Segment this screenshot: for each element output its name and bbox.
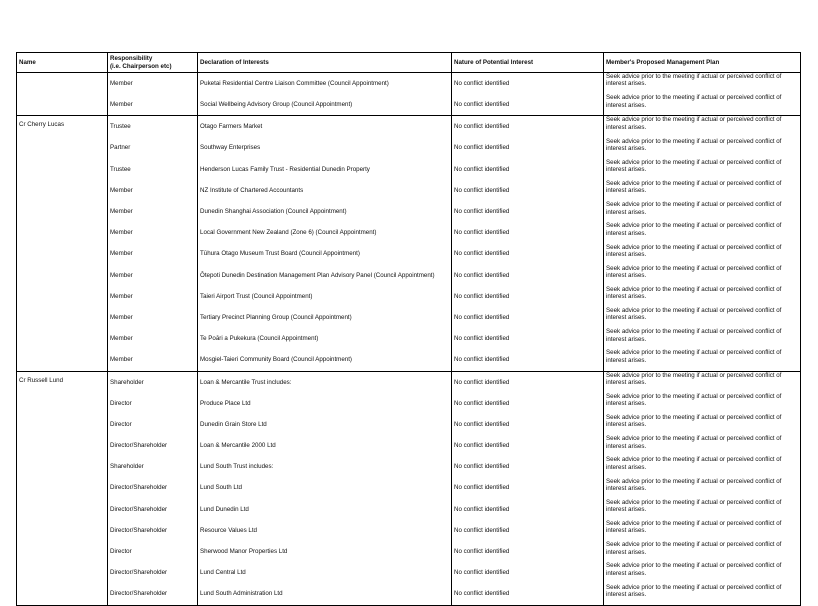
- cell-plan: Seek advice prior to the meeting if actual or perceived conflict of interest arises.: [604, 414, 801, 435]
- cell-plan: Seek advice prior to the meeting if actual or perceived conflict of interest arises.: [604, 456, 801, 477]
- cell-responsibility: Member: [108, 286, 198, 307]
- cell-name: [17, 265, 108, 286]
- cell-plan: Seek advice prior to the meeting if actual or perceived conflict of interest arises.: [604, 286, 801, 307]
- cell-declaration: Mosgiel-Taieri Community Board (Council Appointment): [198, 349, 452, 371]
- cell-name: [17, 138, 108, 159]
- cell-plan: Seek advice prior to the meeting if actual or perceived conflict of interest arises.: [604, 520, 801, 541]
- table-row: [17, 349, 801, 371]
- cell-nature: No conflict identified: [452, 201, 604, 222]
- cell-declaration: Southway Enterprises: [198, 138, 452, 159]
- cell-plan: Seek advice prior to the meeting if actual or perceived conflict of interest arises.: [604, 562, 801, 583]
- cell-name: [17, 222, 108, 243]
- table-row: [17, 371, 801, 393]
- cell-responsibility: Member: [108, 349, 198, 371]
- table-row: [17, 562, 801, 583]
- cell-nature: No conflict identified: [452, 456, 604, 477]
- cell-name: [17, 520, 108, 541]
- cell-declaration: NZ Institute of Chartered Accountants: [198, 180, 452, 201]
- cell-nature: No conflict identified: [452, 159, 604, 180]
- cell-plan: Seek advice prior to the meeting if actual or perceived conflict of interest arises.: [604, 201, 801, 222]
- table-row: [17, 435, 801, 456]
- cell-name: [17, 73, 108, 95]
- table-row: [17, 180, 801, 201]
- cell-responsibility: Director/Shareholder: [108, 562, 198, 583]
- cell-plan: Seek advice prior to the meeting if actual or perceived conflict of interest arises.: [604, 73, 801, 95]
- cell-name: Cr Russell Lund: [17, 371, 108, 393]
- cell-responsibility: Member: [108, 73, 198, 95]
- table-row: [17, 478, 801, 499]
- cell-nature: No conflict identified: [452, 562, 604, 583]
- cell-name: Cr Cherry Lucas: [17, 116, 108, 138]
- cell-plan: Seek advice prior to the meeting if actual or perceived conflict of interest arises.: [604, 478, 801, 499]
- cell-responsibility: Partner: [108, 138, 198, 159]
- table-row: [17, 414, 801, 435]
- cell-plan: Seek advice prior to the meeting if actual or perceived conflict of interest arises.: [604, 307, 801, 328]
- cell-plan: Seek advice prior to the meeting if actual or perceived conflict of interest arises.: [604, 265, 801, 286]
- cell-nature: No conflict identified: [452, 328, 604, 349]
- table-row: [17, 116, 801, 138]
- cell-responsibility: Director/Shareholder: [108, 520, 198, 541]
- header-plan: Member's Proposed Management Plan: [604, 53, 801, 73]
- table-row: [17, 584, 801, 606]
- cell-name: [17, 499, 108, 520]
- cell-declaration: Lund Dunedin Ltd: [198, 499, 452, 520]
- cell-responsibility: Member: [108, 307, 198, 328]
- cell-declaration: Loan & Mercantile 2000 Ltd: [198, 435, 452, 456]
- cell-name: [17, 541, 108, 562]
- table-header-row: [17, 53, 801, 73]
- cell-name: [17, 159, 108, 180]
- cell-declaration: Tertiary Precinct Planning Group (Council Appointment): [198, 307, 452, 328]
- cell-responsibility: Director: [108, 414, 198, 435]
- cell-name: [17, 349, 108, 371]
- cell-declaration: Lund South Trust includes:: [198, 456, 452, 477]
- cell-responsibility: Member: [108, 265, 198, 286]
- table-row: [17, 265, 801, 286]
- cell-declaration: Puketai Residential Centre Liaison Committee (Council Appointment): [198, 73, 452, 95]
- cell-nature: No conflict identified: [452, 584, 604, 606]
- cell-nature: No conflict identified: [452, 244, 604, 265]
- cell-declaration: Lund Central Ltd: [198, 562, 452, 583]
- cell-declaration: Lund South Administration Ltd: [198, 584, 452, 606]
- cell-nature: No conflict identified: [452, 541, 604, 562]
- header-declaration: Declaration of Interests: [198, 53, 452, 73]
- cell-responsibility: Trustee: [108, 159, 198, 180]
- cell-nature: No conflict identified: [452, 180, 604, 201]
- cell-nature: No conflict identified: [452, 286, 604, 307]
- cell-nature: No conflict identified: [452, 414, 604, 435]
- cell-declaration: Loan & Mercantile Trust includes:: [198, 371, 452, 393]
- header-responsibility: [108, 53, 198, 73]
- cell-plan: Seek advice prior to the meeting if actual or perceived conflict of interest arises.: [604, 180, 801, 201]
- cell-declaration: Lund South Ltd: [198, 478, 452, 499]
- cell-name: [17, 328, 108, 349]
- cell-name: [17, 286, 108, 307]
- cell-plan: Seek advice prior to the meeting if actual or perceived conflict of interest arises.: [604, 393, 801, 414]
- header-responsibility-line1: Responsibility: [110, 55, 153, 63]
- cell-declaration: Dunedin Grain Store Ltd: [198, 414, 452, 435]
- cell-responsibility: Shareholder: [108, 456, 198, 477]
- cell-nature: No conflict identified: [452, 73, 604, 95]
- cell-nature: No conflict identified: [452, 349, 604, 371]
- table-row: [17, 286, 801, 307]
- cell-declaration: Otago Farmers Market: [198, 116, 452, 138]
- cell-declaration: Produce Place Ltd: [198, 393, 452, 414]
- cell-name: [17, 94, 108, 116]
- cell-plan: Seek advice prior to the meeting if actual or perceived conflict of interest arises.: [604, 541, 801, 562]
- cell-responsibility: Member: [108, 180, 198, 201]
- cell-plan: Seek advice prior to the meeting if actual or perceived conflict of interest arises.: [604, 116, 801, 138]
- cell-name: [17, 414, 108, 435]
- cell-nature: No conflict identified: [452, 94, 604, 116]
- cell-declaration: Te Poāri a Pukekura (Council Appointment): [198, 328, 452, 349]
- cell-name: [17, 307, 108, 328]
- table-row: [17, 541, 801, 562]
- interests-register-table: [16, 52, 801, 606]
- table-row: [17, 73, 801, 95]
- cell-name: [17, 478, 108, 499]
- cell-plan: Seek advice prior to the meeting if actual or perceived conflict of interest arises.: [604, 94, 801, 116]
- cell-plan: Seek advice prior to the meeting if actual or perceived conflict of interest arises.: [604, 435, 801, 456]
- cell-plan: Seek advice prior to the meeting if actual or perceived conflict of interest arises.: [604, 328, 801, 349]
- table-row: [17, 456, 801, 477]
- cell-responsibility: Member: [108, 94, 198, 116]
- cell-nature: No conflict identified: [452, 371, 604, 393]
- cell-declaration: Henderson Lucas Family Trust - Residential Dunedin Property: [198, 159, 452, 180]
- table-row: [17, 159, 801, 180]
- cell-responsibility: Director/Shareholder: [108, 584, 198, 606]
- cell-declaration: Dunedin Shanghai Association (Council Appointment): [198, 201, 452, 222]
- cell-plan: Seek advice prior to the meeting if actual or perceived conflict of interest arises.: [604, 159, 801, 180]
- cell-name: [17, 562, 108, 583]
- table-row: [17, 307, 801, 328]
- cell-plan: Seek advice prior to the meeting if actual or perceived conflict of interest arises.: [604, 138, 801, 159]
- cell-nature: No conflict identified: [452, 222, 604, 243]
- cell-declaration: Tūhura Otago Museum Trust Board (Council Appointment): [198, 244, 452, 265]
- table-row: [17, 222, 801, 243]
- table-body: [17, 73, 801, 606]
- cell-responsibility: Member: [108, 222, 198, 243]
- header-responsibility-line2: (i.e. Chairperson etc): [110, 62, 172, 70]
- cell-name: [17, 435, 108, 456]
- table-row: [17, 244, 801, 265]
- cell-responsibility: Director/Shareholder: [108, 499, 198, 520]
- cell-plan: Seek advice prior to the meeting if actual or perceived conflict of interest arises.: [604, 371, 801, 393]
- cell-declaration: Resource Values Ltd: [198, 520, 452, 541]
- cell-plan: Seek advice prior to the meeting if actual or perceived conflict of interest arises.: [604, 349, 801, 371]
- cell-responsibility: Director/Shareholder: [108, 435, 198, 456]
- table-row: [17, 328, 801, 349]
- cell-name: [17, 393, 108, 414]
- cell-responsibility: Member: [108, 201, 198, 222]
- cell-responsibility: Member: [108, 328, 198, 349]
- cell-declaration: Taieri Airport Trust (Council Appointment): [198, 286, 452, 307]
- table-row: [17, 393, 801, 414]
- cell-name: [17, 244, 108, 265]
- cell-name: [17, 201, 108, 222]
- cell-responsibility: Director: [108, 541, 198, 562]
- header-nature: Nature of Potential Interest: [452, 53, 604, 73]
- cell-responsibility: Trustee: [108, 116, 198, 138]
- cell-nature: No conflict identified: [452, 435, 604, 456]
- cell-declaration: Ōtepoti Dunedin Destination Management Plan Advisory Panel (Council Appointment): [198, 265, 452, 286]
- cell-nature: No conflict identified: [452, 138, 604, 159]
- cell-responsibility: Shareholder: [108, 371, 198, 393]
- cell-declaration: Local Government New Zealand (Zone 6) (Council Appointment): [198, 222, 452, 243]
- cell-responsibility: Director/Shareholder: [108, 478, 198, 499]
- table-row: [17, 499, 801, 520]
- table-row: [17, 520, 801, 541]
- table-row: [17, 201, 801, 222]
- cell-nature: No conflict identified: [452, 116, 604, 138]
- cell-plan: Seek advice prior to the meeting if actual or perceived conflict of interest arises.: [604, 584, 801, 606]
- cell-nature: No conflict identified: [452, 265, 604, 286]
- cell-declaration: Social Wellbeing Advisory Group (Council Appointment): [198, 94, 452, 116]
- table-row: [17, 138, 801, 159]
- cell-nature: No conflict identified: [452, 307, 604, 328]
- cell-responsibility: Member: [108, 244, 198, 265]
- cell-name: [17, 584, 108, 606]
- cell-name: [17, 180, 108, 201]
- cell-nature: No conflict identified: [452, 478, 604, 499]
- cell-name: [17, 456, 108, 477]
- cell-nature: No conflict identified: [452, 499, 604, 520]
- header-name: Name: [17, 53, 108, 73]
- table-row: [17, 94, 801, 116]
- cell-responsibility: Director: [108, 393, 198, 414]
- cell-nature: No conflict identified: [452, 393, 604, 414]
- cell-plan: Seek advice prior to the meeting if actual or perceived conflict of interest arises.: [604, 222, 801, 243]
- cell-plan: Seek advice prior to the meeting if actual or perceived conflict of interest arises.: [604, 244, 801, 265]
- cell-declaration: Sherwood Manor Properties Ltd: [198, 541, 452, 562]
- cell-nature: No conflict identified: [452, 520, 604, 541]
- cell-plan: Seek advice prior to the meeting if actual or perceived conflict of interest arises.: [604, 499, 801, 520]
